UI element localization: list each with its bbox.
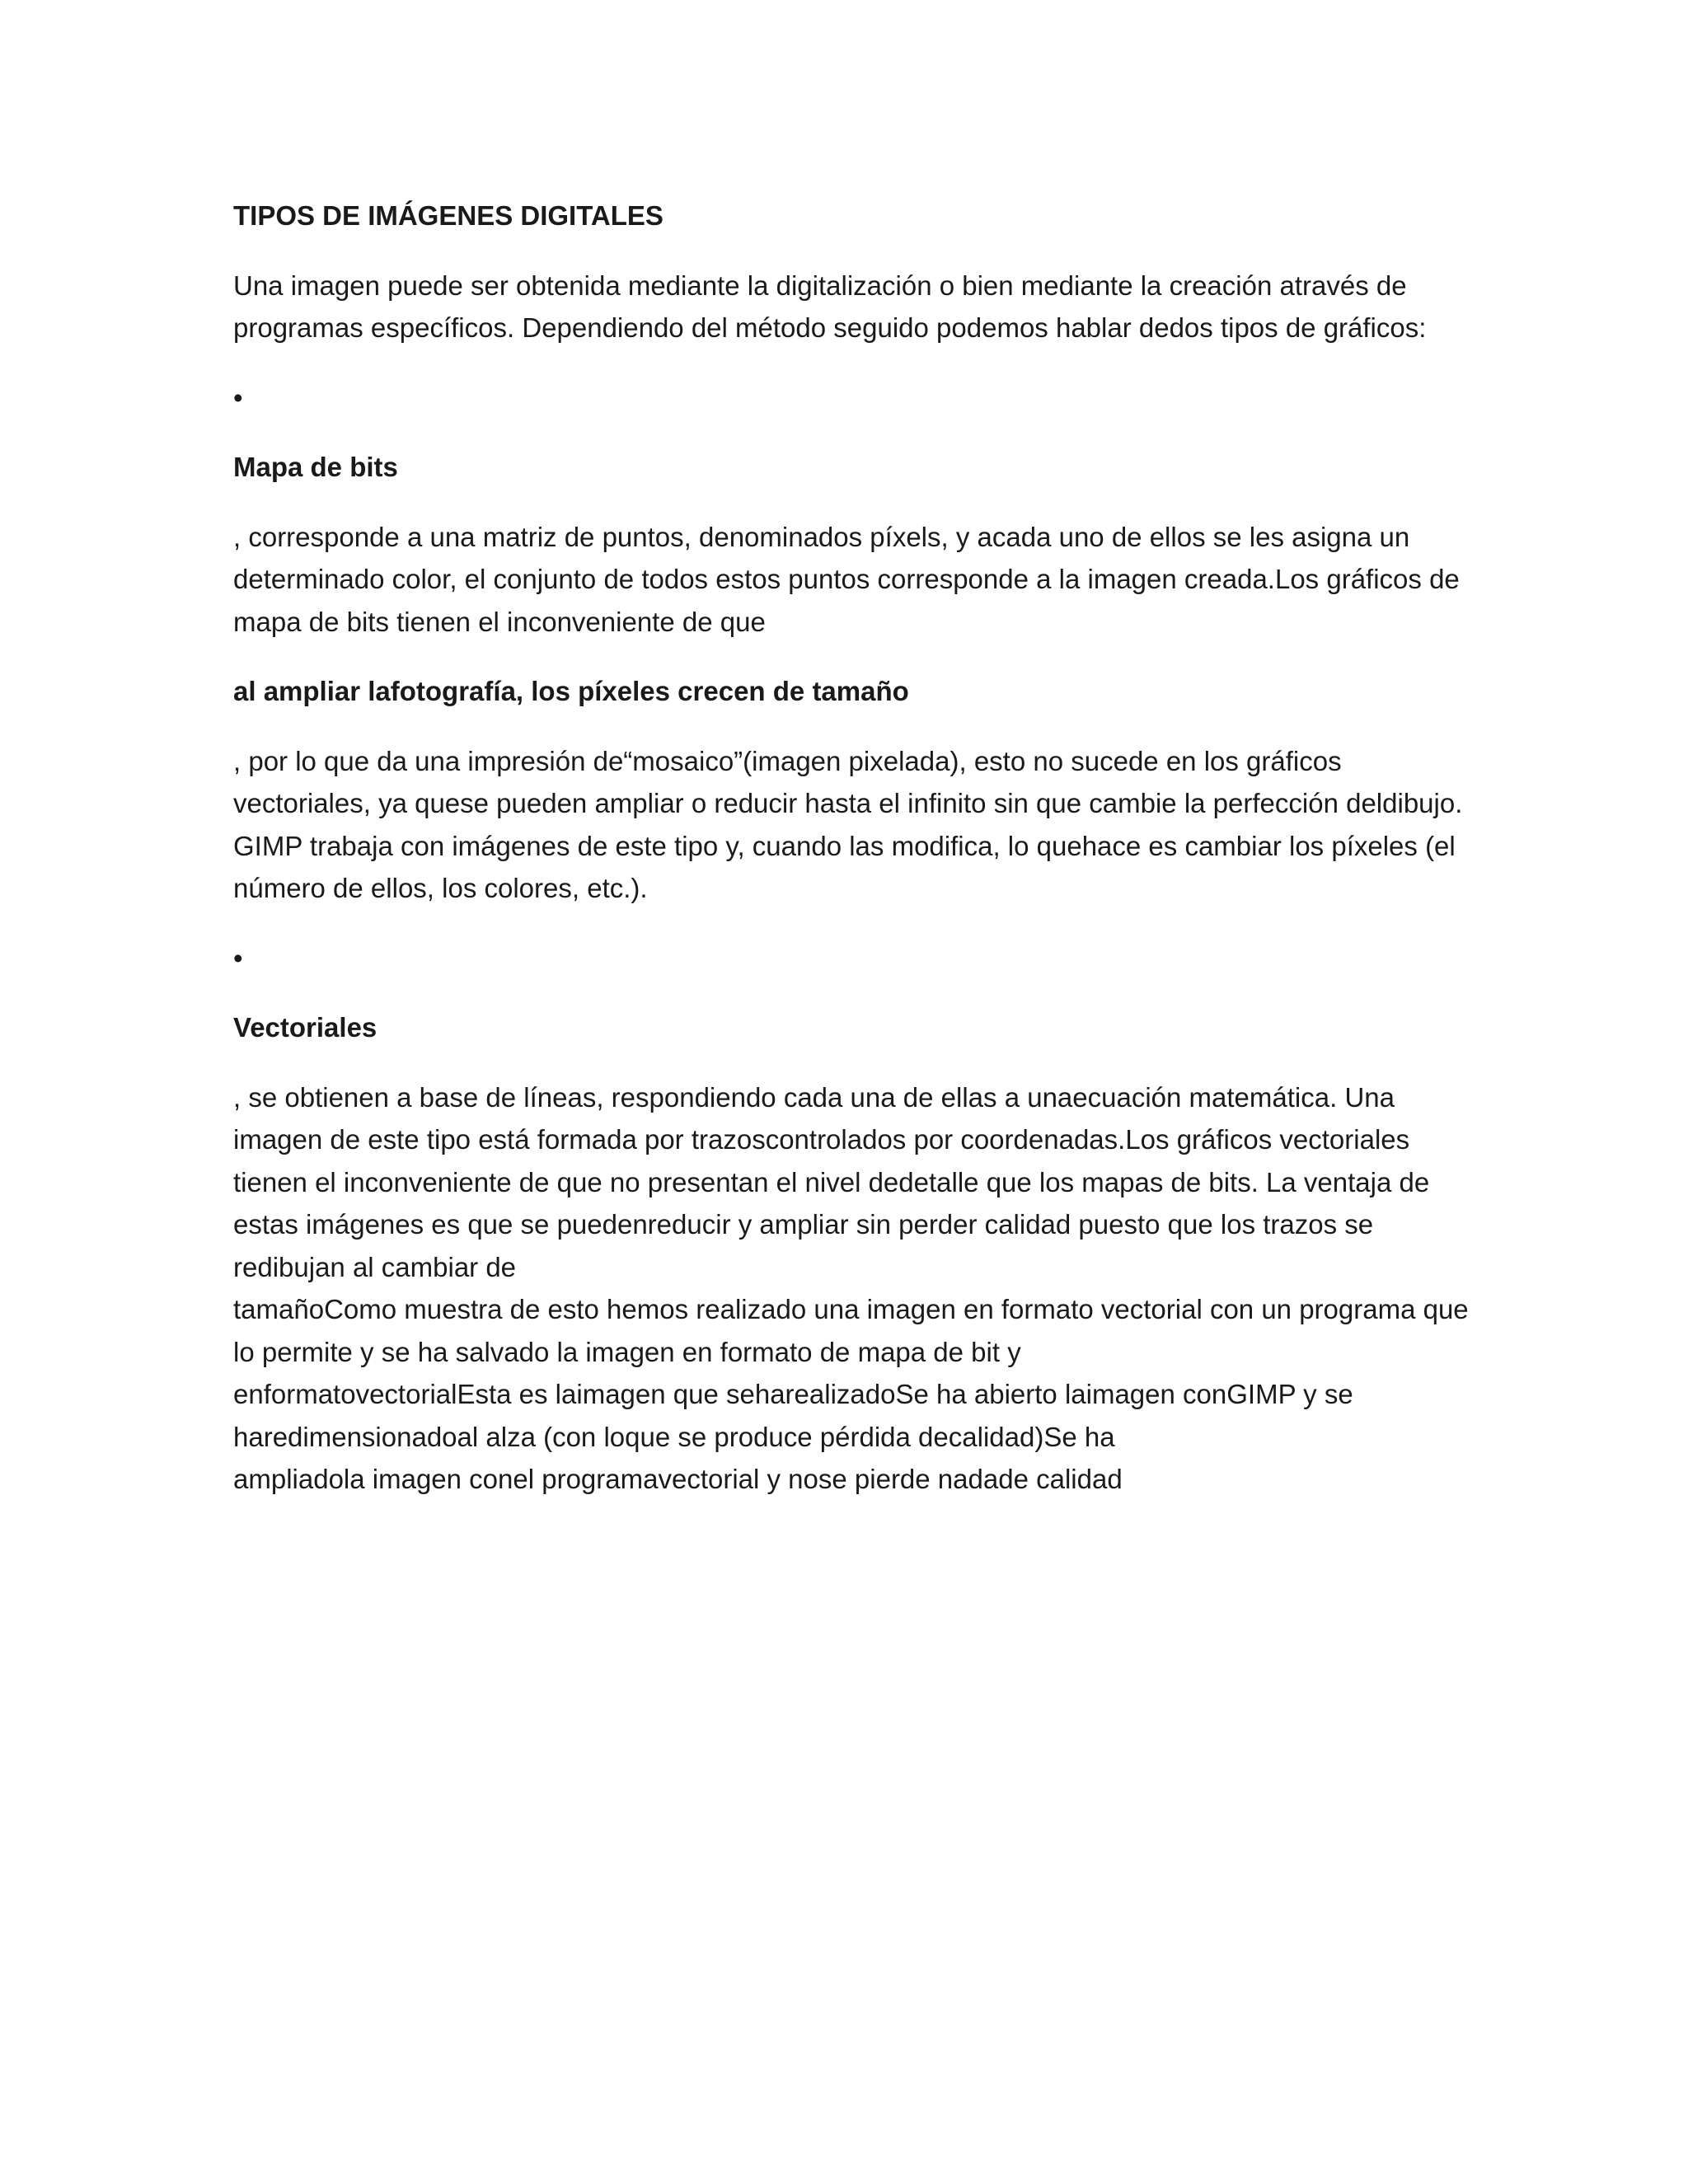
vectoriales-line-enformato: enformatovectorialEsta es laimagen que seharealizadoSe ha abierto laimagen conGIMP y se haredimensionadoal alza (con loque se produce pérdida decalidad)Se ha [233,1379,1353,1452]
bullet-marker: • [233,382,243,413]
mapa-de-bits-paragraph: , corresponde a una matriz de puntos, denominados píxels, y acada uno de ellos se les asigna un determinado color, el conjunto de todos estos puntos corresponde a la imagen creada.Los gráficos de mapa de bits tienen el inconveniente de que [233,521,1460,637]
mapa-de-bits-emphasis: al ampliar lafotografía, los píxeles crecen de tamaño [233,676,909,706]
vectoriales-line-ampliado: ampliadola imagen conel programavectorial y nose pierde nadade calidad [233,1464,1123,1494]
bullet-marker: • [233,942,243,973]
document-body [233,194,1470,1528]
section-heading-mapa-de-bits: Mapa de bits [233,452,398,482]
vectoriales-text: , se obtienen a base de líneas, respondiendo cada una de ellas a unaecuación matemática. Una imagen de este tipo está formada por trazoscontrolados por coordenadas.Los gráficos vectoriales tienen el inconveniente de que no presentan el nivel dedetalle que los mapas de bits. La ventaja de estas imágenes es que se puedenreducir y ampliar sin perder calidad puesto que los trazos se redibujan al cambiar de [233,1081,1430,1282]
vectoriales-paragraph [233,1076,1470,1501]
mapa-de-bits-paragraph-continued: , por lo que da una impresión de“mosaico”(imagen pixelada), esto no sucede en los gráficos vectoriales, ya quese pueden ampliar o reducir hasta el infinito sin que cambie la perfección deldibujo. GIMP trabaja con imágenes de este tipo y, cuando las modifica, lo quehace es cambiar los píxeles (el número de ellos, los colores, etc.). [233,745,1463,903]
vectoriales-line-tamano: tamañoComo muestra de esto hemos realizado una imagen en formato vectorial con un programa que lo permite y se ha salvado la imagen en formato de mapa de bit y [233,1294,1469,1367]
section-heading-vectoriales: Vectoriales [233,1012,377,1043]
intro-paragraph: Una imagen puede ser obtenida mediante la digitalización o bien mediante la creación através de programas específicos. Dependiendo del método seguido podemos hablar dedos tipos de gráficos: [233,269,1427,343]
page-title: TIPOS DE IMÁGENES DIGITALES [233,200,663,231]
